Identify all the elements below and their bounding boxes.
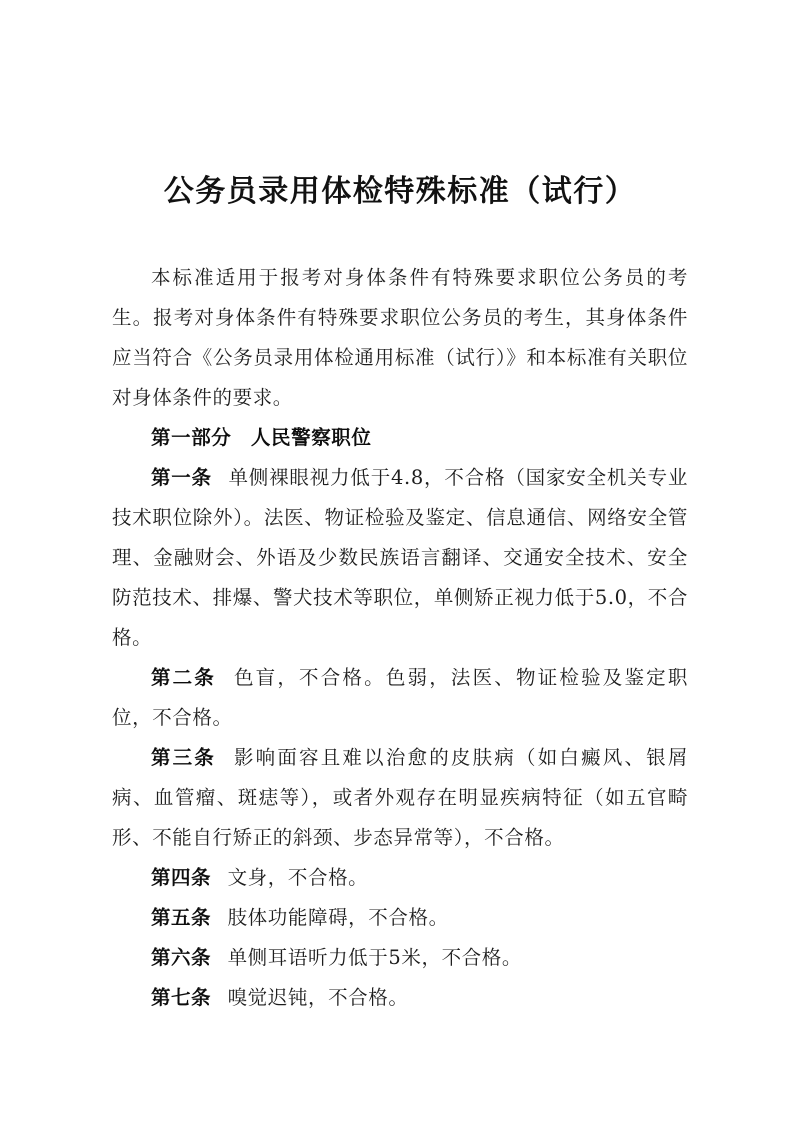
section-number-label: 第一部分 xyxy=(151,426,232,449)
section-heading-block xyxy=(112,418,688,458)
article-paragraph xyxy=(112,458,688,658)
article-4-block xyxy=(112,858,688,898)
article-paragraph xyxy=(112,898,688,938)
article-text: 色盲，不合格。色弱，法医、物证检验及鉴定职位，不合格。 xyxy=(112,666,688,729)
article-text: 文身，不合格。 xyxy=(227,866,369,889)
article-label: 第六条 xyxy=(151,946,212,969)
article-paragraph xyxy=(112,858,688,898)
page-title: 公务员录用体检特殊标准（试行） xyxy=(163,174,637,209)
article-label: 第七条 xyxy=(151,986,212,1009)
article-label: 第三条 xyxy=(151,746,216,769)
section-name-label: 人民警察职位 xyxy=(250,426,372,449)
article-paragraph xyxy=(112,938,688,978)
article-text: 影响面容且难以治愈的皮肤病（如白癜风、银屑病、血管瘤、斑痣等），或者外观存在明显疾病特征（如五官畸形、不能自行矫正的斜颈、步态异常等），不合格。 xyxy=(112,746,688,849)
article-3-block xyxy=(112,738,688,858)
article-label: 第四条 xyxy=(151,866,212,889)
section-heading xyxy=(112,418,688,458)
article-7-block xyxy=(112,978,688,1018)
preamble-paragraph: 本标准适用于报考对身体条件有特殊要求职位公务员的考生。报考对身体条件有特殊要求职位公务员的考生，其身体条件应当符合《公务员录用体检通用标准（试行）》和本标准有关职位对身体条件的要求。 xyxy=(112,266,688,409)
article-label: 第一条 xyxy=(151,466,212,489)
article-2-block xyxy=(112,658,688,738)
article-label: 第五条 xyxy=(151,906,212,929)
article-6-block xyxy=(112,938,688,978)
article-text: 单侧耳语听力低于5米，不合格。 xyxy=(227,946,522,969)
article-1-block xyxy=(112,458,688,658)
article-paragraph xyxy=(112,658,688,738)
article-text: 嗅觉迟钝，不合格。 xyxy=(227,986,409,1009)
article-label: 第二条 xyxy=(151,666,216,689)
article-text: 肢体功能障碍，不合格。 xyxy=(227,906,449,929)
article-paragraph xyxy=(112,978,688,1018)
article-5-block xyxy=(112,898,688,938)
article-text: 单侧裸眼视力低于4.8，不合格（国家安全机关专业技术职位除外）。法医、物证检验及鉴定、信息通信、网络安全管理、金融财会、外语及少数民族语言翻译、交通安全技术、安全防范技术、排爆、警犬技术等职位，单侧矫正视力低于5.0，不合格。 xyxy=(112,466,688,649)
article-paragraph xyxy=(112,738,688,858)
preamble-block xyxy=(112,258,688,418)
